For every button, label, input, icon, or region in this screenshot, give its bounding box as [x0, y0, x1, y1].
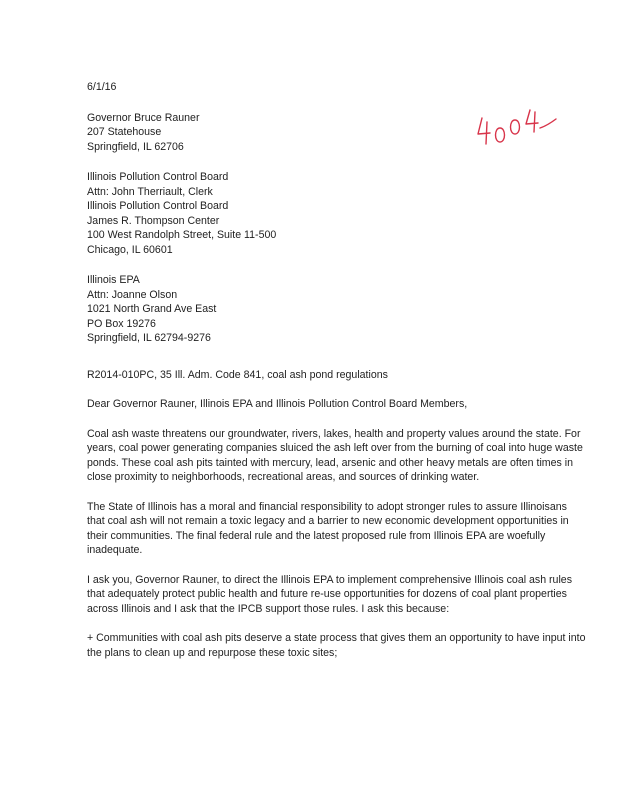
address-line: Springfield, IL 62794-9276	[87, 332, 211, 344]
paragraph: Coal ash waste threatens our groundwater, rivers, lakes, health and property values around the state. For years, coal power generating companies sluiced the ash left over from the burning of coal into huge waste ponds. These coal ash pits tainted with mercury, lead, arsenic and other heavy metals are often times in close proximity to neighborhoods, recreational areas, and sources of drinking water.	[87, 427, 583, 483]
recipient-governor	[87, 111, 587, 155]
address-line: Governor Bruce Rauner	[87, 111, 200, 124]
address-line: Illinois Pollution Control Board	[87, 200, 229, 212]
address-line: Chicago, IL 60601	[87, 243, 173, 256]
bullet-paragraph: + Communities with coal ash pits deserve a state process that gives them an opportunity to have input into the plans to clean up and repurpose these toxic sites;	[87, 632, 586, 659]
address-line: 100 West Randolph Street, Suite 11-500	[87, 229, 277, 241]
recipient-pollution-control-board	[87, 170, 587, 257]
letter-body	[87, 80, 587, 675]
address-line: PO Box 19276	[87, 317, 156, 330]
salutation: Dear Governor Rauner, Illinois EPA and Illinois Pollution Control Board Members,	[87, 398, 468, 410]
paragraph: I ask you, Governor Rauner, to direct the Illinois EPA to implement comprehensive Illinois coal ash rules that adequately protect public health and future re-use opportunities for dozens of coal plant properties across Illinois and I ask that the IPCB support those rules. I ask this because:	[87, 573, 572, 615]
address-line: Attn: Joanne Olson	[87, 288, 178, 301]
address-line: Illinois EPA	[87, 274, 140, 286]
address-line: Springfield, IL 62706	[87, 140, 184, 153]
recipient-illinois-epa	[87, 273, 587, 346]
letter-date: 6/1/16	[87, 81, 117, 93]
address-line: Illinois Pollution Control Board	[87, 171, 229, 183]
address-line: Attn: John Therriault, Clerk	[87, 185, 213, 198]
paragraph: The State of Illinois has a moral and financial responsibility to adopt stronger rules to assure Illinoisans that coal ash will not remain a toxic legacy and a barrier to new economic development opportunities in their communities. The final federal rule and the latest proposed rule from Illinois EPA are woefully inadequate.	[87, 500, 569, 556]
address-line: James R. Thompson Center	[87, 214, 220, 227]
subject-line: R2014-010PC, 35 Ill. Adm. Code 841, coal ash pond regulations	[87, 368, 388, 381]
address-line: 1021 North Grand Ave East	[87, 303, 217, 315]
address-line: 207 Statehouse	[87, 126, 162, 138]
